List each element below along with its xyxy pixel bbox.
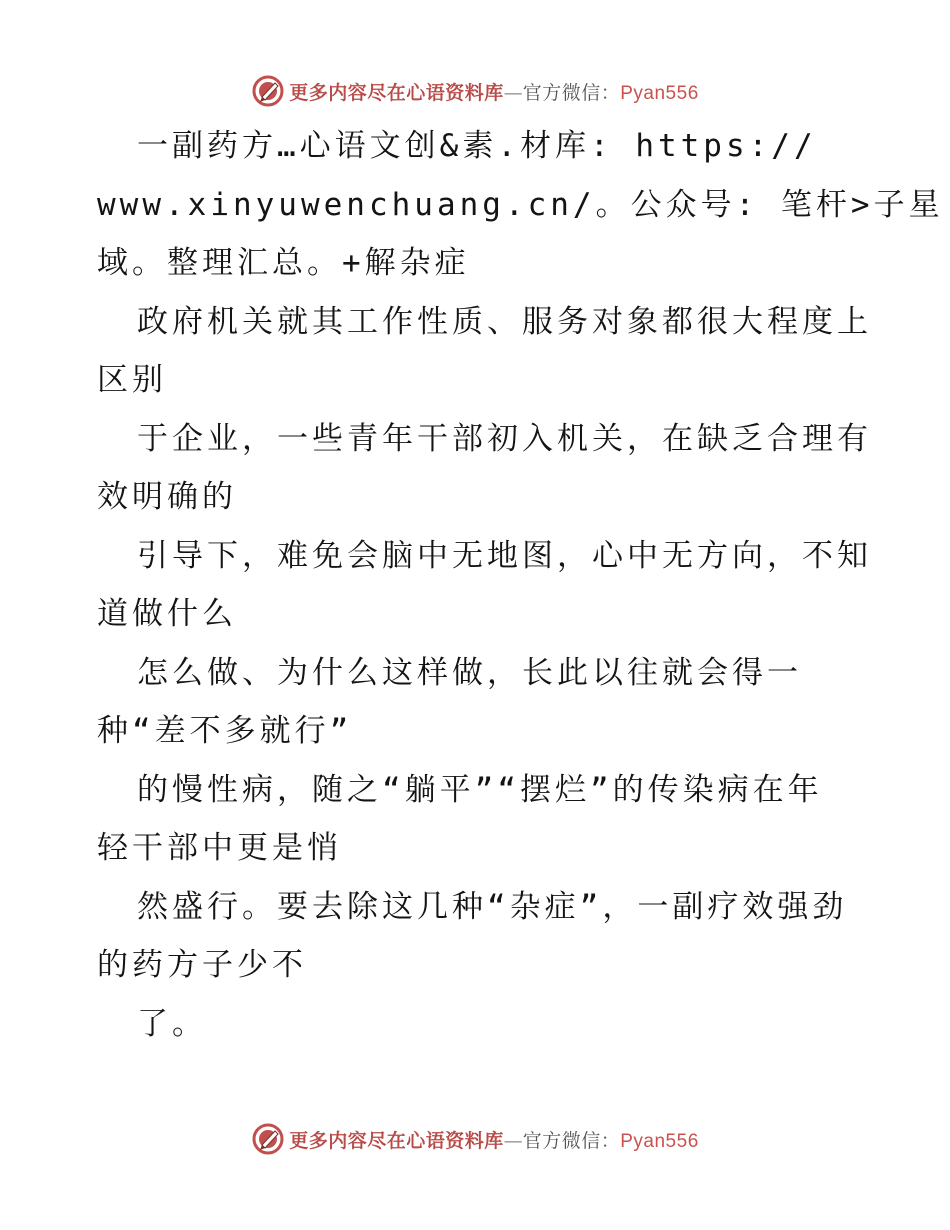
body-line: 一副药方…心语文创&素.材库: https:// <box>137 128 817 164</box>
seal-pen-icon <box>251 1122 285 1156</box>
footer-separator: — <box>503 1129 523 1152</box>
body-line: 怎么做、为什么这样做，长此以往就会得一 <box>137 654 802 691</box>
body-line: 引导下，难免会脑中无地图，心中无方向，不知 <box>137 537 872 574</box>
body-line: 道做什么 <box>97 596 237 632</box>
body-line: 然盛行。要去除这几种“杂症”，一副疗效强劲 <box>137 888 848 925</box>
body-line: 种“差不多就行” <box>97 713 353 749</box>
body-line: 效明确的 <box>97 479 237 515</box>
body-line: 于企业，一些青年干部初入机关，在缺乏合理有 <box>137 420 872 457</box>
footer-banner-inner <box>251 1122 699 1156</box>
body-line: 轻干部中更是悄 <box>97 830 342 866</box>
body-line: 的药方子少不 <box>97 947 307 983</box>
footer-wechat-id: Pyan556 <box>620 1130 699 1152</box>
header-site-name: 更多内容尽在心语资料库 <box>289 81 504 104</box>
body-line: 域。整理汇总。+解杂症 <box>97 245 470 281</box>
body-line: 政府机关就其工作性质、服务对象都很大程度上 <box>137 303 872 340</box>
footer-wechat-label: 官方微信： <box>522 1129 621 1152</box>
body-line: www.xinyuwenchuang.cn/。公众号: 笔杆>子星 <box>97 186 944 223</box>
footer-banner-text <box>289 1126 699 1153</box>
header-wechat-id: Pyan556 <box>620 82 699 104</box>
seal-pen-icon <box>251 74 285 108</box>
footer-banner <box>0 1119 950 1159</box>
header-banner-inner <box>251 74 699 108</box>
body-line: 了。 <box>137 1005 207 1042</box>
header-wechat-label: 官方微信： <box>522 81 621 104</box>
document-body <box>97 117 944 1053</box>
header-separator: — <box>503 81 523 104</box>
footer-site-name: 更多内容尽在心语资料库 <box>289 1129 504 1152</box>
body-line: 区别 <box>97 362 167 398</box>
body-line: 的慢性病，随之“躺平”“摆烂”的传染病在年 <box>137 771 823 808</box>
header-banner-text <box>289 78 699 105</box>
header-banner <box>0 71 950 111</box>
